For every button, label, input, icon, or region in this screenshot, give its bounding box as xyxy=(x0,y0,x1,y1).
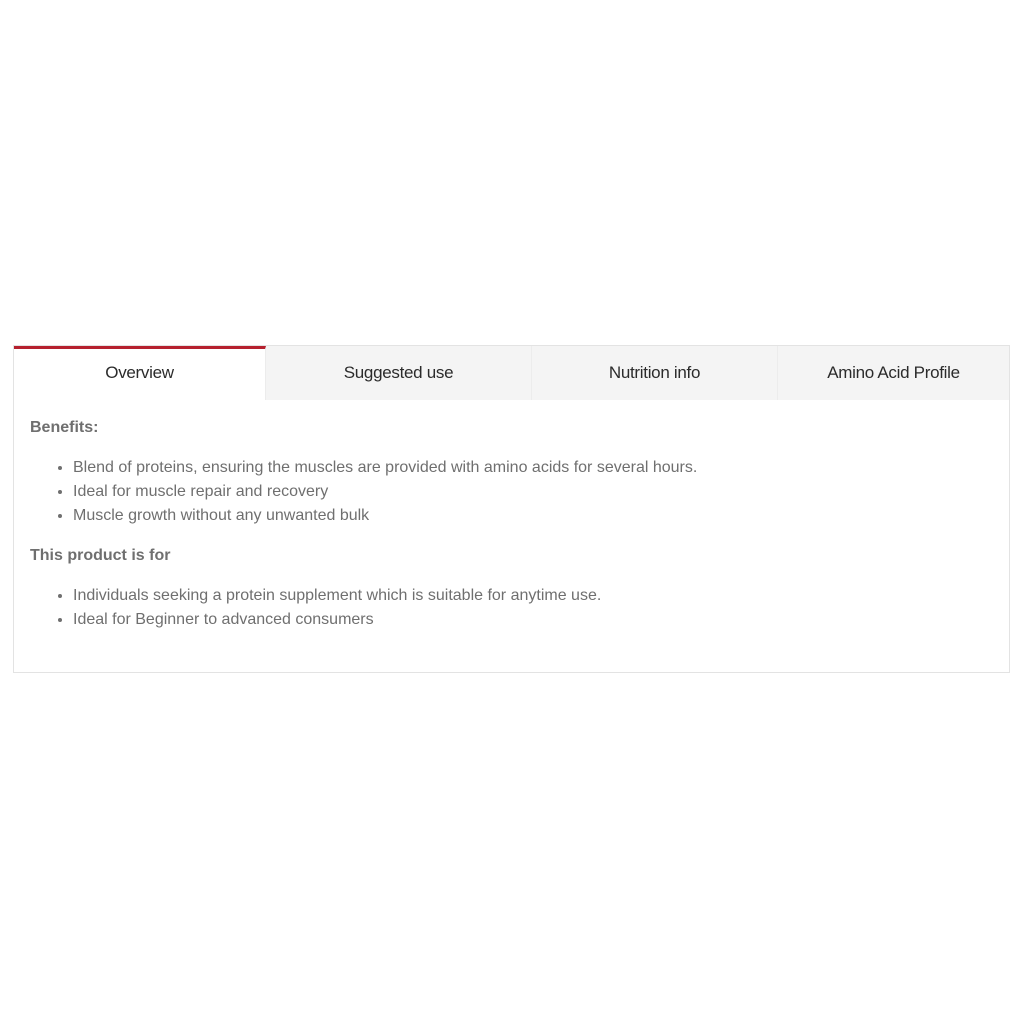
list-item: • Ideal for muscle repair and recovery xyxy=(73,480,993,504)
overview-content xyxy=(14,400,1009,632)
list-item: • Individuals seeking a protein supplement which is suitable for anytime use. xyxy=(73,584,993,608)
tab-overview[interactable]: Overview xyxy=(14,346,266,400)
benefits-heading: Benefits: xyxy=(30,419,99,436)
list-item: • Muscle growth without any unwanted bulk xyxy=(73,504,993,528)
audience-list xyxy=(30,584,993,632)
product-details-tabs xyxy=(13,345,1010,673)
tab-bar xyxy=(14,346,1009,400)
tab-suggested-use[interactable]: Suggested use xyxy=(266,346,532,400)
audience-heading: This product is for xyxy=(30,547,171,564)
list-item: • Blend of proteins, ensuring the muscles are provided with amino acids for several hours. xyxy=(73,456,993,480)
tab-nutrition-info[interactable]: Nutrition info xyxy=(532,346,778,400)
tab-amino-acid-profile[interactable]: Amino Acid Profile xyxy=(778,346,1009,400)
list-item: • Ideal for Beginner to advanced consumers xyxy=(73,608,993,632)
benefits-list xyxy=(30,456,993,528)
